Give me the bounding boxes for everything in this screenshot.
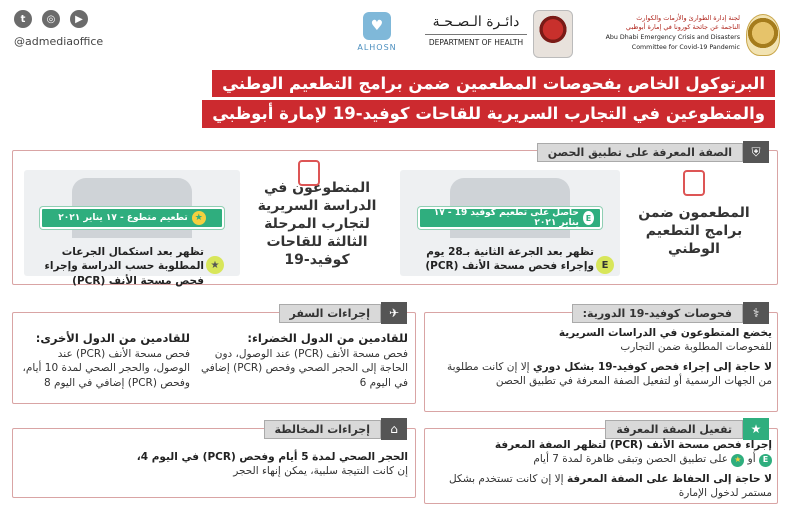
periodic-tests-tag: ⚕ فحوصات كوفيد-19 الدورية: [572,302,769,324]
vaccinated-heading: المطعمون ضمن برامج التطعيم الوطني [638,205,750,257]
volunteer-note: تظهر بعد استكمال الجرعات المطلوبة حسب الدراسة وإجراء فحص مسحة الأنف (PCR) [44,246,204,287]
title-line-2: والمتطوعين في التجارب السريرية للقاحات كوفيد-19 لإمارة أبوظبي [202,100,775,127]
committee-logo-text: لجنة إدارة الطوارئ والأزمات والكوارث الناجمة عن جائحة كورونا في إمارة أبوظبي Abu Dhabi Emergency Crisis and Disasters Committee for Covid-19 Pandemic [605,14,740,51]
periodic-volunteers: يخضع المتطوعون في الدراسات السريرية للفحوصات المطلوبة ضمن التجارب [558,327,772,354]
star-icon: ★ [206,256,224,274]
travel-green-countries: للقادمين من الدول الخضراء: فحص مسحة الأنف (PCR) عند الوصول، دون الحاجة إلى الحجر الصحي وفحص (PCR) إضافي في اليوم 6 [200,331,408,389]
travel-tag: ✈ إجراءات السفر [279,302,407,324]
letter-e-icon: E [759,454,772,467]
status-icon: ★ [743,418,769,440]
youtube-icon[interactable]: ▶ [70,10,88,28]
uae-emblem [746,14,780,56]
contact-tag: ⌂ إجراءات المخالطة [264,418,407,440]
vaccinated-status-pill: E حاصل على تطعيم كوفيد 19 - ١٧ يناير ٢٠٢١ [418,207,602,229]
phone-check-icon [683,170,705,196]
alhosn-logo: ♥ ALHOSN [352,12,402,52]
alhosn-shield-icon: ♥ [363,12,391,40]
clinical-study-icon [298,160,320,186]
social-links [14,10,88,28]
star-icon: ★ [192,211,206,225]
abu-dhabi-falcon-emblem [533,10,573,58]
instagram-icon[interactable]: ◎ [42,10,60,28]
activate-status-tag: ★ تفعيل الصفة المعرفة [605,418,769,440]
shield-icon: ⛨ [743,141,769,163]
contact-rule: الحجر الصحي لمدة 5 أيام وفحص (PCR) في اليوم 4، إن كانت النتيجة سلبية، يمكن إنهاء الحجر [136,451,408,478]
volunteer-status-pill: ★ تطعيم متطوع - ١٧ يناير ٢٠٢١ [40,207,224,229]
stethoscope-icon: ⚕ [743,302,769,324]
periodic-no-need: لا حاجة إلى إجراء فحص كوفيد-19 بشكل دوري إلا إن كانت مطلوبة من الجهات الرسمية أو لتفعيل الصفة المعرفة في تطبيق الحصن [446,361,772,388]
social-handle: @admediaoffice [14,35,104,48]
star-icon: ★ [731,454,744,467]
title-line-1: البرتوكول الخاص بفحوصات المطعمين ضمن برامج التطعيم الوطني [212,70,775,97]
alhosn-status-tag: ⛨ الصفة المعرفة على تطبيق الحصن [537,141,769,163]
house-icon: ⌂ [381,418,407,440]
vaccinated-note: تظهر بعد الجرعة الثانية بـ28 يوم وإجراء فحص مسحة الأنف (PCR) [425,246,594,273]
letter-e-icon: E [583,211,594,225]
twitter-icon[interactable]: t [14,10,32,28]
volunteer-heading: المتطوعون في الدراسة السريرية لتجارب المرحلة الثالثة للقاحات كوفيد-19 [257,180,377,268]
letter-e-icon: E [596,256,614,274]
airplane-icon: ✈ [381,302,407,324]
doh-logo: دائـرة الـصـحـة DEPARTMENT OF HEALTH [425,14,527,47]
activate-pcr: إجراء فحص مسحة الأنف (PCR) لتظهر الصفة المعرفة E أو ★ على تطبيق الحصن وتبقى ظاهرة لمدة 7 أيام [494,439,772,466]
page-title [9,70,775,131]
travel-other-countries: للقادمين من الدول الأخرى: فحص مسحة الأنف (PCR) عند الوصول، والحجر الصحي لمدة 10 أيام، وفحص (PCR) إضافي في اليوم 8 [22,331,190,389]
activate-maintain: لا حاجة إلى الحفاظ على الصفة المعرفة إلا إن كانت تستخدم بشكل مستمر لدخول الإمارة [448,473,772,500]
